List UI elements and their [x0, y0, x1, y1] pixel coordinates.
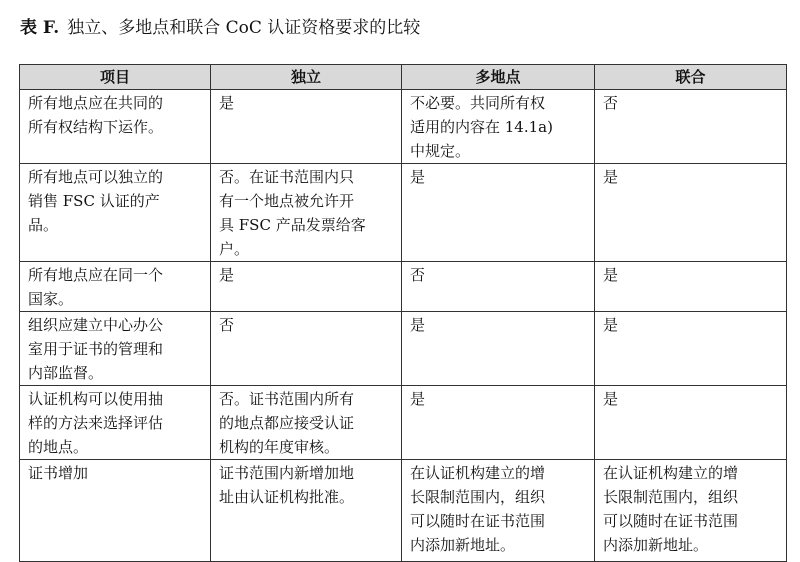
- cell-group: 在认证机构建立的增 长限制范围内，组织 可以随时在证书范围 内添加新地址。: [595, 460, 787, 562]
- cell-group: 是: [595, 164, 787, 262]
- cell-item: 证书增加: [20, 460, 211, 562]
- table-row: [20, 460, 787, 562]
- header-group: 联合: [595, 65, 787, 90]
- cell-multisite: 不必要。共同所有权 适用的内容在 14.1a) 中规定。: [402, 90, 595, 164]
- cell-item: 所有地点应在共同的 所有权结构下运作。: [20, 90, 211, 164]
- cell-multisite: 在认证机构建立的增 长限制范围内，组织 可以随时在证书范围 内添加新地址。: [402, 460, 595, 562]
- cell-independent: 否。证书范围内所有 的地点都应接受认证 机构的年度审核。: [211, 386, 402, 460]
- cell-multisite: 是: [402, 164, 595, 262]
- cell-independent: 证书范围内新增加地 址由认证机构批准。: [211, 460, 402, 562]
- cell-independent: 是: [211, 90, 402, 164]
- cell-group: 否: [595, 90, 787, 164]
- header-independent: 独立: [211, 65, 402, 90]
- cell-multisite: 是: [402, 386, 595, 460]
- cell-group: 是: [595, 262, 787, 312]
- table-row: [20, 262, 787, 312]
- table-row: [20, 90, 787, 164]
- caption-text: 独立、多地点和联合 CoC 认证资格要求的比较: [67, 18, 421, 38]
- header-item: 项目: [20, 65, 211, 90]
- table-row: [20, 312, 787, 386]
- cell-item: 所有地点应在同一个 国家。: [20, 262, 211, 312]
- table-row: [20, 386, 787, 460]
- cell-independent: 否。在证书范围内只 有一个地点被允许开 具 FSC 产品发票给客 户。: [211, 164, 402, 262]
- cell-group: 是: [595, 312, 787, 386]
- cell-item: 认证机构可以使用抽 样的方法来选择评估 的地点。: [20, 386, 211, 460]
- table-row: [20, 164, 787, 262]
- cell-item: 组织应建立中心办公 室用于证书的管理和 内部监督。: [20, 312, 211, 386]
- cell-item: 所有地点可以独立的 销售 FSC 认证的产 品。: [20, 164, 211, 262]
- caption-label: 表 F.: [20, 18, 60, 38]
- cell-multisite: 是: [402, 312, 595, 386]
- header-row: [20, 65, 787, 90]
- cell-independent: 否: [211, 312, 402, 386]
- comparison-table: [19, 64, 787, 562]
- cell-independent: 是: [211, 262, 402, 312]
- cell-multisite: 否: [402, 262, 595, 312]
- cell-group: 是: [595, 386, 787, 460]
- table-caption: [20, 16, 420, 40]
- header-multisite: 多地点: [402, 65, 595, 90]
